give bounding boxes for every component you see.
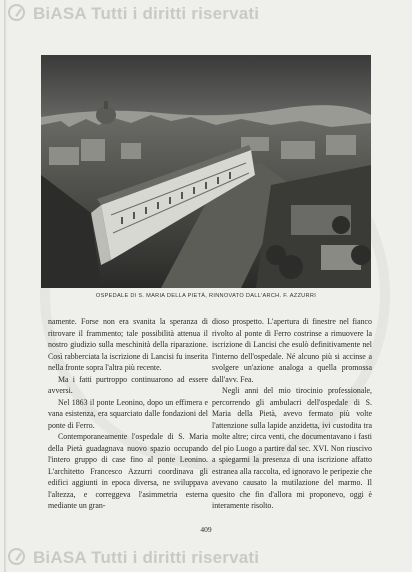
text-column-left (48, 316, 208, 512)
watermark-bottom (0, 548, 412, 570)
scan-edge-shadow (4, 0, 7, 572)
paragraph: Ma i fatti purtroppo continuarono ad essere avversi. (48, 374, 208, 395)
paragraph: Nel 1863 il ponte Leonino, dopo un effimera e vana esistenza, era squarciato dalle fondazioni del ponte di Ferro. (48, 397, 208, 430)
paragraph: namente. Forse non era svanita la speranza di ritrovare il frammento; tale possibilità attenua il nostro giudizio sulla meschinità della riparazione. Così rabberciata la iscrizione di Lancisi fu inserita nella fronte sopra l'altra più recente. (48, 317, 208, 372)
paragraph: Contemporaneamente l'ospedale di S. Maria della Pietà guadagnava nuovo spazio occupando l'intero gruppo di case fino al ponte Leonino. L'architetto Francesco Azzurri coordinava gli edifici aggiunti in epoca diversa, ne sviluppava l'altezza, e correggeva l'asimmetria esterna mediante un gran- (48, 432, 208, 510)
copyright-logo-icon (8, 548, 25, 565)
hospital-photograph (41, 55, 371, 288)
figure-caption: OSPEDALE DI S. MARIA DELLA PIETÀ, RINNOVATO DALL'ARCH. F. AZZURRI (95, 293, 317, 299)
watermark-bottom-text: BiASA Tutti i diritti riservati (32, 548, 260, 567)
photo-illustration (41, 55, 371, 288)
text-column-right (212, 316, 372, 512)
paragraph: dioso prospetto. L'apertura di finestre nel fianco rivolto al ponte di Ferro costrinse a rimuovere la iscrizione di Lancisi che esulò definitivamente nel l'interno dell'ospedale. Né alcuno più si accinse a svolgere un'azione analoga a quella promossa dall'avv. Fea. (212, 317, 372, 384)
paragraph: Negli anni del mio tirocinio professionale, percorrendo gli ambulacri dell'ospedale di S. Maria della Pietà, avevo fermato più volte l'attenzione sulla lapide anzidetta, ivi custodita tra molte altre; circa venti, che documentavano i fasti del pio Luogo a partire dal sec. XVI. Non riuscivo a spiegarmi la presenza di una iscrizione affatto estranea alla raccolta, ed ignoravo le peripezie che avevano causato la mutilazione del marmo. Il quesito che fin d'allora mi proponevo, oggi è interamente risolto. (212, 386, 372, 510)
copyright-logo-icon (8, 4, 25, 21)
watermark-top (0, 4, 412, 26)
watermark-top-text: BiASA Tutti i diritti riservati (32, 4, 260, 23)
page-number: 409 (200, 525, 212, 534)
